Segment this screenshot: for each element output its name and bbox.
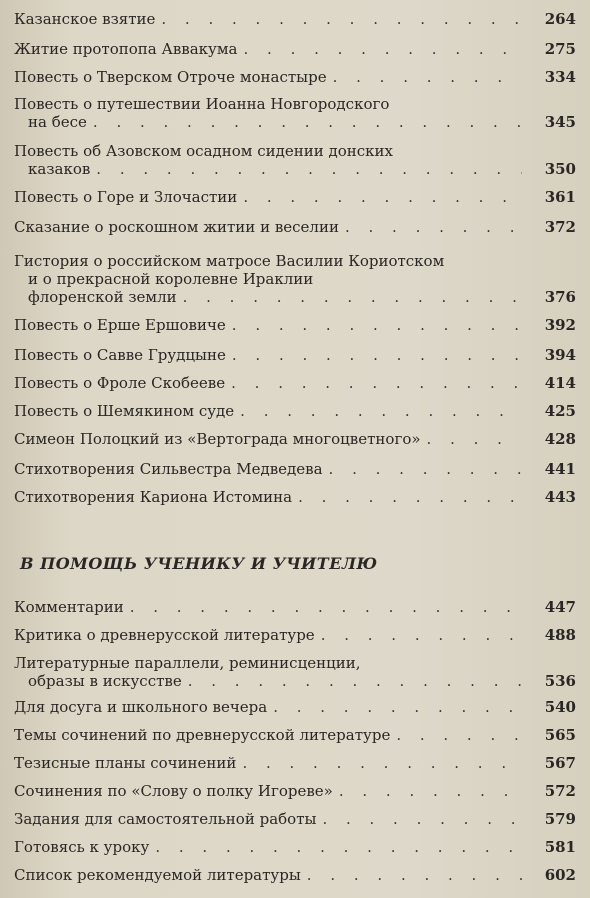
dot-leader	[231, 374, 522, 392]
toc-entry-title: Симеон Полоцкий из «Вертограда многоцветного»	[14, 430, 421, 448]
page-number: 372	[544, 218, 576, 236]
toc-entry-title: Гистория о российском матросе Василии Кориотском	[14, 252, 445, 270]
dot-leader	[298, 488, 522, 506]
toc-entry[interactable]	[14, 488, 576, 506]
page-number: 572	[544, 782, 576, 800]
toc-entry-title: Литературные параллели, реминисценции,	[14, 654, 361, 672]
page-number: 447	[544, 598, 576, 616]
toc-entry-title: Готовясь к уроку	[14, 838, 150, 856]
dot-leader	[240, 402, 522, 420]
dot-leader	[345, 218, 522, 236]
dot-leader	[232, 316, 522, 334]
dot-leader	[130, 598, 522, 616]
page-number: 345	[544, 113, 576, 131]
toc-entry[interactable]	[14, 374, 576, 392]
toc-entry[interactable]	[14, 698, 576, 716]
toc-entry-title: Сочинения по «Слову о полку Игореве»	[14, 782, 333, 800]
toc-entry[interactable]	[14, 838, 576, 856]
toc-entry[interactable]	[14, 654, 576, 690]
page-number: 581	[544, 838, 576, 856]
dot-leader	[243, 188, 522, 206]
page-number: 536	[544, 672, 576, 690]
toc-entry-title: Казанское взятие	[14, 10, 156, 28]
page-number: 540	[544, 698, 576, 716]
toc-entry-title: на бесе	[28, 113, 87, 131]
dot-leader	[244, 40, 523, 58]
toc-entry-title: Для досуга и школьного вечера	[14, 698, 268, 716]
dot-leader	[155, 838, 522, 856]
page-number: 579	[544, 810, 576, 828]
dot-leader	[396, 726, 522, 744]
page-number: 602	[544, 866, 576, 884]
toc-entry-title: Повесть об Азовском осадном сидении донских	[14, 142, 393, 160]
dot-leader	[307, 866, 522, 884]
toc-entry-title: Повесть о Тверском Отроче монастыре	[14, 68, 327, 86]
dot-leader	[333, 68, 522, 86]
page-number: 264	[544, 10, 576, 28]
toc-entry[interactable]	[14, 460, 576, 478]
toc-entry[interactable]	[14, 866, 576, 884]
page-number: 425	[544, 402, 576, 420]
toc-entry[interactable]	[14, 142, 576, 178]
dot-leader	[321, 626, 522, 644]
toc-entry[interactable]	[14, 782, 576, 800]
toc-entry[interactable]	[14, 95, 576, 131]
toc-entry-title: Повесть о Фроле Скобееве	[14, 374, 226, 392]
toc-entry-title: казаков	[28, 160, 91, 178]
dot-leader	[96, 160, 522, 178]
page-number: 394	[544, 346, 576, 364]
dot-leader	[322, 810, 522, 828]
toc-entry-title: Повесть о Горе и Злочастии	[14, 188, 238, 206]
dot-leader	[232, 346, 522, 364]
toc-entry[interactable]	[14, 346, 576, 364]
dot-leader	[188, 672, 522, 690]
toc-entry-title: Сказание о роскошном житии и веселии	[14, 218, 339, 236]
toc-entry-title: Повесть о Ерше Ершовиче	[14, 316, 226, 334]
dot-leader	[183, 288, 522, 306]
toc-entry-title: Стихотворения Кариона Истомина	[14, 488, 293, 506]
toc-entry[interactable]	[14, 68, 576, 86]
toc-entry[interactable]	[14, 40, 576, 58]
page-number: 441	[544, 460, 576, 478]
page-number: 414	[544, 374, 576, 392]
page-number: 443	[544, 488, 576, 506]
toc-entry[interactable]	[14, 626, 576, 644]
page-number: 376	[544, 288, 576, 306]
dot-leader	[427, 430, 522, 448]
toc-entry[interactable]	[14, 252, 576, 306]
toc-entry[interactable]	[14, 430, 576, 448]
toc-entry[interactable]	[14, 188, 576, 206]
toc-entry-title: Критика о древнерусской литературе	[14, 626, 315, 644]
dot-leader	[329, 460, 522, 478]
toc-entry[interactable]	[14, 218, 576, 236]
toc-entry-title: Стихотворения Сильвестра Медведева	[14, 460, 323, 478]
page-number: 350	[544, 160, 576, 178]
toc-entry-title: Задания для самостоятельной работы	[14, 810, 317, 828]
dot-leader	[93, 113, 522, 131]
dot-leader	[161, 10, 522, 28]
toc-entry-title: Повесть о Шемякином суде	[14, 402, 235, 420]
toc-entry-title: флоренской земли	[28, 288, 177, 306]
page-number: 275	[544, 40, 576, 58]
page-number: 565	[544, 726, 576, 744]
toc-entry-title: образы в искусстве	[28, 672, 182, 690]
toc-entry-title: Повесть о путешествии Иоанна Новгородского	[14, 95, 390, 113]
toc-entry-title: и о прекрасной королевне Ираклии	[28, 270, 314, 288]
toc-entry-title: Тезисные планы сочинений	[14, 754, 237, 772]
toc-entry[interactable]	[14, 402, 576, 420]
page-number: 567	[544, 754, 576, 772]
toc-entry-title: Комментарии	[14, 598, 124, 616]
toc-entry-title: Список рекомендуемой литературы	[14, 866, 301, 884]
toc-entry-title: Повесть о Савве Грудцыне	[14, 346, 226, 364]
page-number: 392	[544, 316, 576, 334]
toc-entry-title: Темы сочинений по древнерусской литературе	[14, 726, 391, 744]
toc-entry-title: Житие протопопа Аввакума	[14, 40, 238, 58]
toc-entry[interactable]	[14, 726, 576, 744]
dot-leader	[242, 754, 522, 772]
toc-entry[interactable]	[14, 598, 576, 616]
page-number: 361	[544, 188, 576, 206]
toc-entry[interactable]	[14, 10, 576, 28]
page-number: 334	[544, 68, 576, 86]
toc-entry[interactable]	[14, 810, 576, 828]
toc-entry[interactable]	[14, 754, 576, 772]
toc-entry[interactable]	[14, 316, 576, 334]
dot-leader	[339, 782, 522, 800]
page-number: 488	[544, 626, 576, 644]
section-title: В ПОМОЩЬ УЧЕНИКУ И УЧИТЕЛЮ	[20, 554, 378, 573]
page-number: 428	[544, 430, 576, 448]
dot-leader	[273, 698, 522, 716]
